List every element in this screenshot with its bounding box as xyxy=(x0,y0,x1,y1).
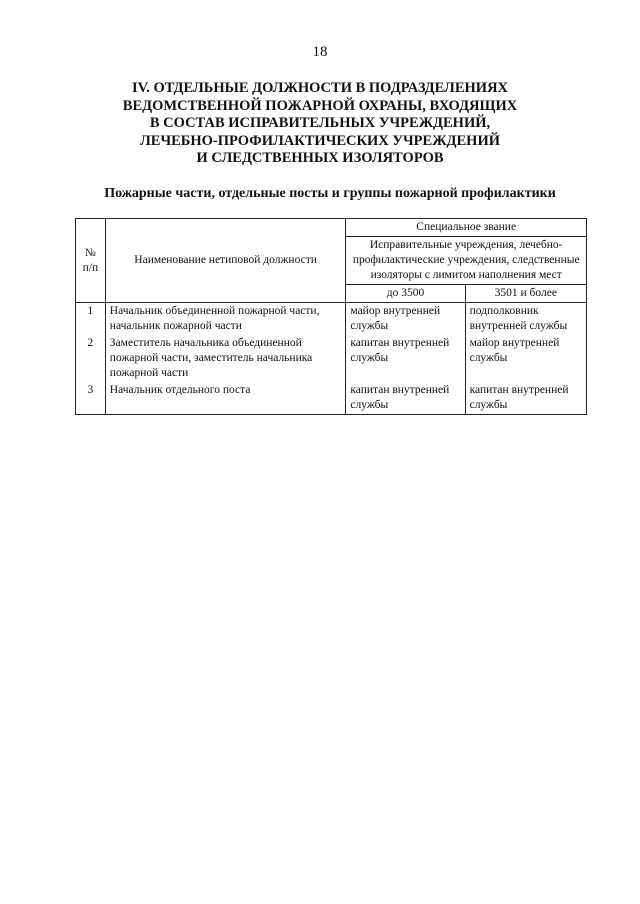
header-position-name: Наименование нетиповой должности xyxy=(105,219,346,303)
section-title-line: IV. ОТДЕЛЬНЫЕ ДОЛЖНОСТИ В ПОДРАЗДЕЛЕНИЯХ xyxy=(131,80,509,96)
rank-low: капитан внутренней службы xyxy=(346,335,465,382)
section-title-line: ВЕДОМСТВЕННОЙ ПОЖАРНОЙ ОХРАНЫ, ВХОДЯЩИХ xyxy=(122,97,518,114)
page-number: 18 xyxy=(312,44,328,60)
header-number: № п/п xyxy=(76,219,106,303)
section-subtitle: Пожарные части, отдельные посты и группы пожарной профилактики xyxy=(104,186,556,201)
rank-low: капитан внутренней службы xyxy=(346,382,465,415)
position-name: Начальник объединенной пожарной части, начальник пожарной части xyxy=(105,303,346,336)
header-limit-low: до 3500 xyxy=(346,285,465,303)
row-number: 2 xyxy=(76,335,106,382)
header-limit-high: 3501 и более xyxy=(465,285,586,303)
table-row xyxy=(76,335,587,382)
section-title-line: И СЛЕДСТВЕННЫХ ИЗОЛЯТОРОВ xyxy=(196,150,444,166)
position-name: Начальник отдельного поста xyxy=(105,382,346,415)
rank-high: майор внутренней службы xyxy=(465,335,586,382)
positions-table xyxy=(75,218,587,415)
header-special-rank: Специальное звание xyxy=(346,219,587,237)
table-row xyxy=(76,382,587,415)
rank-high: подполковник внутренней службы xyxy=(465,303,586,336)
header-institutions: Исправительные учреждения, лечебно-профилактические учреждения, следственные изоляторы с лимитом наполнения мест xyxy=(346,237,587,285)
section-title-line: В СОСТАВ ИСПРАВИТЕЛЬНЫХ УЧРЕЖДЕНИЙ, xyxy=(149,115,491,131)
section-title xyxy=(60,80,580,168)
row-number: 3 xyxy=(76,382,106,415)
table-row xyxy=(76,303,587,336)
rank-low: майор внутренней службы xyxy=(346,303,465,336)
rank-high: капитан внутренней службы xyxy=(465,382,586,415)
section-title-line: ЛЕЧЕБНО-ПРОФИЛАКТИЧЕСКИХ УЧРЕЖДЕНИЙ xyxy=(139,132,501,149)
row-number: 1 xyxy=(76,303,106,336)
position-name: Заместитель начальника объединенной пожарной части, заместитель начальника пожарной части xyxy=(105,335,346,382)
